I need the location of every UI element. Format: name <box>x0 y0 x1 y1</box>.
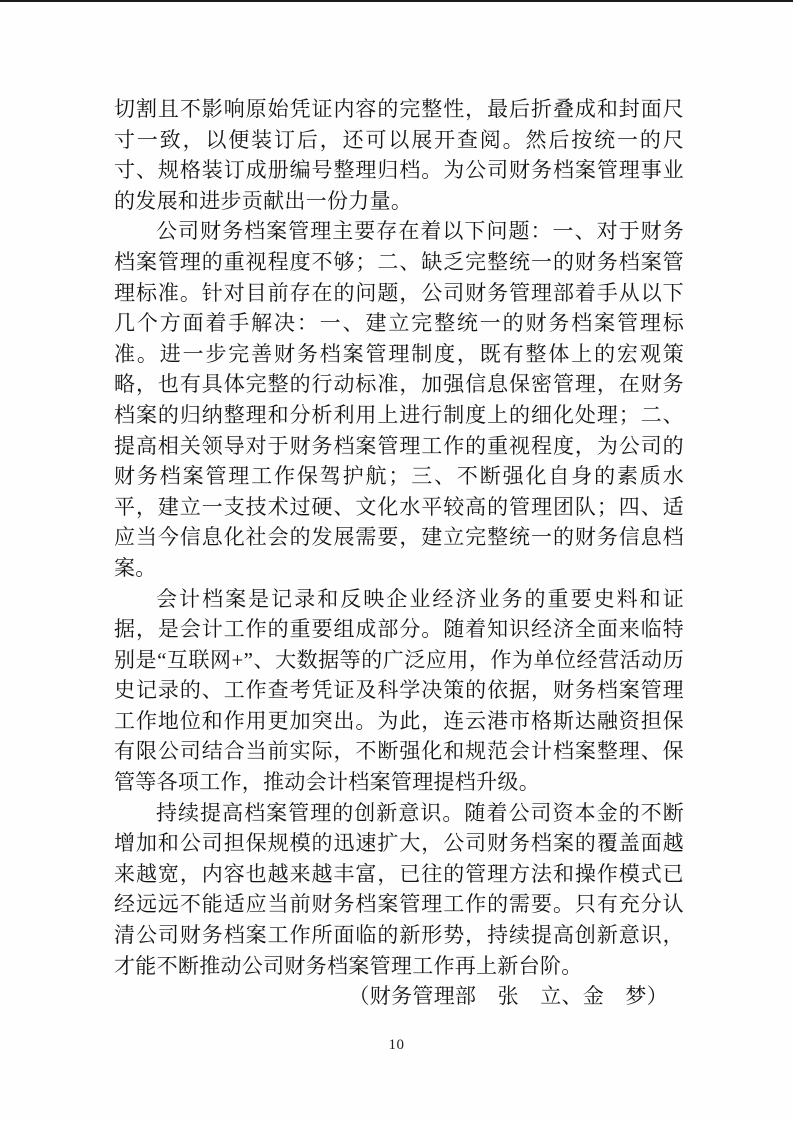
page-number: 10 <box>388 1037 405 1053</box>
paragraph-binding-instructions: 切割且不影响原始凭证内容的完整性，最后折叠成和封面尺寸一致，以便装订后，还可以展开查阅。然后按统一的尺寸、规格装订成册编号整理归档。为公司财务档案管理事业的发展和进步贡献出一份力量。 <box>114 97 684 213</box>
paragraph-accounting-archives: 会计档案是记录和反映企业经济业务的重要史料和证据，是会计工作的重要组成部分。随着知识经济全面来临特别是“互联网+”、大数据等的广泛应用，作为单位经营活动历史记录的、工作查考凭证及科学决策的依据，财务档案管理工作地位和作用更加突出。为此，连云港市格斯达融资担保有限公司结合当前实际，不断强化和规范会计档案整理、保管等各项工作，推动会计档案管理提档升级。 <box>114 586 684 795</box>
signature-line: （财务管理部 张 立、金 梦） <box>348 984 668 1009</box>
scan-edge-line <box>0 0 793 2</box>
paragraph-innovation-awareness: 持续提高档案管理的创新意识。随着公司资本金的不断增加和公司担保规模的迅速扩大，公司财务档案的覆盖面越来越宽，内容也越来越丰富，已往的管理方法和操作模式已经远远不能适应当前财务档案管理工作的需要。只有充分认清公司财务档案工作所面临的新形势，持续提高创新意识，才能不断推动公司财务档案管理工作再上新台阶。 <box>114 800 684 978</box>
document-body <box>114 94 684 1012</box>
paragraph-existing-problems: 公司财务档案管理主要存在着以下问题：一、对于财务档案管理的重视程度不够；二、缺乏完整统一的财务档案管理标准。针对目前存在的问题，公司财务管理部着手从以下几个方面着手解决：一、建立完整统一的财务档案管理标准。进一步完善财务档案管理制度，既有整体上的宏观策略，也有具体完整的行动标准，加强信息保密管理，在财务档案的归纳整理和分析利用上进行制度上的细化处理；二、提高相关领导对于财务档案管理工作的重视程度，为公司的财务档案管理工作保驾护航；三、不断强化自身的素质水平，建立一支技术过硬、文化水平较高的管理团队；四、适应当今信息化社会的发展需要，建立完整统一的财务信息档案。 <box>114 219 684 580</box>
